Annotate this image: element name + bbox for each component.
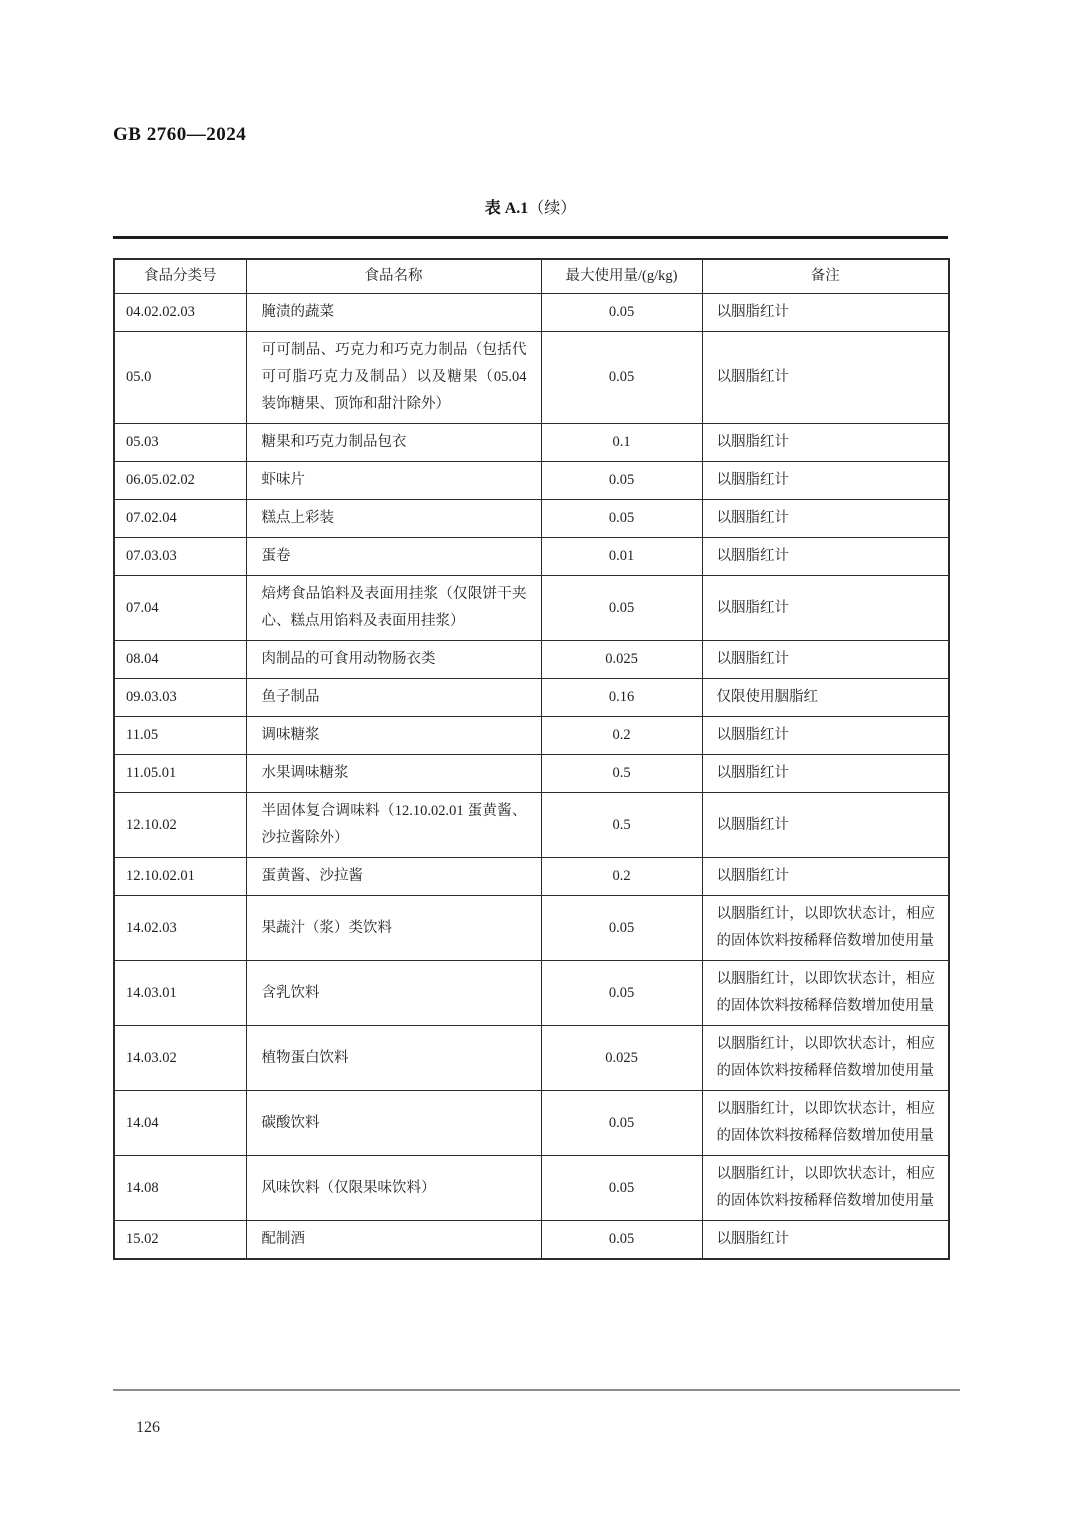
table-row	[114, 679, 949, 717]
cell-max: 0.5	[541, 755, 702, 793]
cell-name: 半固体复合调味料（12.10.02.01 蛋黄酱、沙拉酱除外）	[246, 793, 541, 858]
cell-note: 以胭脂红计，以即饮状态计，相应的固体饮料按稀释倍数增加使用量	[702, 1156, 949, 1221]
cell-max: 0.05	[541, 961, 702, 1026]
cell-max: 0.05	[541, 896, 702, 961]
table-body	[114, 294, 949, 1260]
footer-rule	[113, 1389, 960, 1391]
cell-code: 15.02	[114, 1221, 246, 1260]
cell-note: 以胭脂红计，以即饮状态计，相应的固体饮料按稀释倍数增加使用量	[702, 896, 949, 961]
cell-name: 腌渍的蔬菜	[246, 294, 541, 332]
cell-max: 0.05	[541, 332, 702, 424]
cell-code: 14.03.01	[114, 961, 246, 1026]
table-header-row	[114, 259, 949, 294]
cell-name: 风味饮料（仅限果味饮料）	[246, 1156, 541, 1221]
cell-code: 12.10.02	[114, 793, 246, 858]
cell-max: 0.05	[541, 1221, 702, 1260]
table-caption-number: 表 A.1	[484, 200, 529, 217]
cell-name: 植物蛋白饮料	[246, 1026, 541, 1091]
cell-max: 0.05	[541, 500, 702, 538]
top-rule	[113, 236, 948, 239]
table-row	[114, 1221, 949, 1260]
table-row	[114, 332, 949, 424]
table-row	[114, 500, 949, 538]
cell-note: 以胭脂红计	[702, 294, 949, 332]
cell-code: 14.02.03	[114, 896, 246, 961]
cell-code: 05.03	[114, 424, 246, 462]
table-caption-suffix: （续）	[528, 200, 577, 217]
cell-max: 0.05	[541, 294, 702, 332]
cell-code: 12.10.02.01	[114, 858, 246, 896]
cell-code: 04.02.02.03	[114, 294, 246, 332]
table-row	[114, 793, 949, 858]
table-row	[114, 576, 949, 641]
cell-note: 以胭脂红计，以即饮状态计，相应的固体饮料按稀释倍数增加使用量	[702, 961, 949, 1026]
cell-name: 可可制品、巧克力和巧克力制品（包括代可可脂巧克力及制品）以及糖果（05.04 装饰糖果、顶饰和甜汁除外）	[246, 332, 541, 424]
cell-note: 以胭脂红计，以即饮状态计，相应的固体饮料按稀释倍数增加使用量	[702, 1026, 949, 1091]
food-additive-table	[113, 258, 950, 1260]
cell-code: 11.05.01	[114, 755, 246, 793]
col-header-notes: 备注	[702, 259, 949, 294]
cell-note: 以胭脂红计	[702, 424, 949, 462]
table-row	[114, 462, 949, 500]
cell-name: 果蔬汁（浆）类饮料	[246, 896, 541, 961]
cell-code: 07.02.04	[114, 500, 246, 538]
cell-max: 0.05	[541, 576, 702, 641]
cell-code: 09.03.03	[114, 679, 246, 717]
cell-code: 07.04	[114, 576, 246, 641]
table-row	[114, 538, 949, 576]
cell-name: 含乳饮料	[246, 961, 541, 1026]
table-row	[114, 896, 949, 961]
cell-note: 以胭脂红计	[702, 858, 949, 896]
cell-name: 肉制品的可食用动物肠衣类	[246, 641, 541, 679]
cell-name: 虾味片	[246, 462, 541, 500]
table-row	[114, 641, 949, 679]
table-caption	[113, 195, 948, 218]
cell-name: 糖果和巧克力制品包衣	[246, 424, 541, 462]
cell-note: 仅限使用胭脂红	[702, 679, 949, 717]
cell-max: 0.05	[541, 1091, 702, 1156]
table-row	[114, 1026, 949, 1091]
cell-note: 以胭脂红计	[702, 755, 949, 793]
cell-name: 蛋黄酱、沙拉酱	[246, 858, 541, 896]
col-header-category-code: 食品分类号	[114, 259, 246, 294]
cell-name: 蛋卷	[246, 538, 541, 576]
cell-code: 07.03.03	[114, 538, 246, 576]
cell-max: 0.2	[541, 717, 702, 755]
cell-max: 0.5	[541, 793, 702, 858]
table-row	[114, 424, 949, 462]
table-row	[114, 858, 949, 896]
table-row	[114, 294, 949, 332]
cell-max: 0.2	[541, 858, 702, 896]
cell-name: 焙烤食品馅料及表面用挂浆（仅限饼干夹心、糕点用馅料及表面用挂浆）	[246, 576, 541, 641]
cell-max: 0.025	[541, 641, 702, 679]
cell-note: 以胭脂红计	[702, 538, 949, 576]
cell-max: 0.05	[541, 1156, 702, 1221]
table-row	[114, 1091, 949, 1156]
table-row	[114, 717, 949, 755]
cell-max: 0.16	[541, 679, 702, 717]
cell-max: 0.01	[541, 538, 702, 576]
cell-code: 14.08	[114, 1156, 246, 1221]
cell-note: 以胭脂红计	[702, 332, 949, 424]
cell-note: 以胭脂红计	[702, 641, 949, 679]
cell-code: 11.05	[114, 717, 246, 755]
col-header-food-name: 食品名称	[246, 259, 541, 294]
cell-name: 调味糖浆	[246, 717, 541, 755]
cell-name: 配制酒	[246, 1221, 541, 1260]
cell-code: 05.0	[114, 332, 246, 424]
cell-code: 06.05.02.02	[114, 462, 246, 500]
cell-name: 鱼子制品	[246, 679, 541, 717]
cell-name: 碳酸饮料	[246, 1091, 541, 1156]
table-row	[114, 961, 949, 1026]
cell-max: 0.1	[541, 424, 702, 462]
doc-code: GB 2760—2024	[113, 124, 247, 145]
cell-code: 08.04	[114, 641, 246, 679]
page-number: 126	[136, 1419, 160, 1436]
cell-note: 以胭脂红计，以即饮状态计，相应的固体饮料按稀释倍数增加使用量	[702, 1091, 949, 1156]
cell-code: 14.04	[114, 1091, 246, 1156]
cell-max: 0.05	[541, 462, 702, 500]
cell-note: 以胭脂红计	[702, 717, 949, 755]
col-header-max-usage: 最大使用量/(g/kg)	[541, 259, 702, 294]
cell-max: 0.025	[541, 1026, 702, 1091]
table-row	[114, 755, 949, 793]
table-row	[114, 1156, 949, 1221]
cell-name: 水果调味糖浆	[246, 755, 541, 793]
cell-note: 以胭脂红计	[702, 1221, 949, 1260]
cell-name: 糕点上彩装	[246, 500, 541, 538]
cell-code: 14.03.02	[114, 1026, 246, 1091]
cell-note: 以胭脂红计	[702, 500, 949, 538]
cell-note: 以胭脂红计	[702, 576, 949, 641]
cell-note: 以胭脂红计	[702, 793, 949, 858]
cell-note: 以胭脂红计	[702, 462, 949, 500]
